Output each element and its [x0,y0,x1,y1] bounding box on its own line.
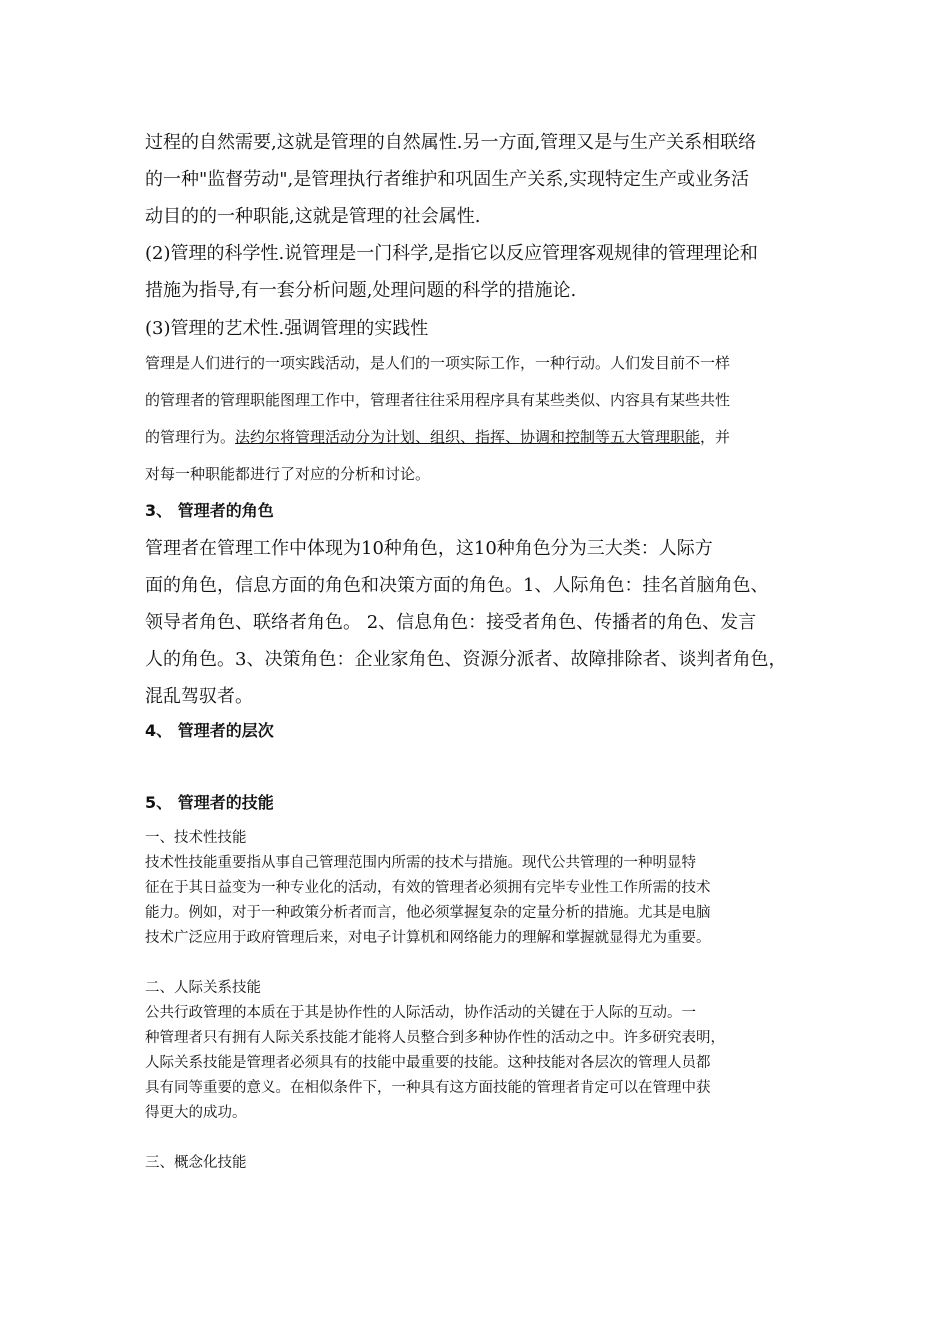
skill-2-line-1: 公共行政管理的本质在于其是协作性的人际活动，协作活动的关键在于人际的互动。一 [145,1005,696,1021]
roles-line-5: 混乱驾驭者。 [145,686,253,707]
skill-1-line-3: 能力。例如，对于一种政策分析者而言，他必须掌握复杂的定量分析的措施。尤其是电脑 [145,905,711,921]
practice-line-2: 的管理者的管理职能图理工作中，管理者往往采用程序具有某些类似、内容具有某些共性 [145,391,731,409]
practice-line-1: 管理是人们进行的一项实践活动，是人们的一项实际工作，一种行动。人们发目前不一样 [145,354,731,372]
practice-line-3-suffix: ，并 [700,428,731,446]
intro-line-3: 动目的的一种职能,这就是管理的社会属性. [145,206,481,227]
roles-line-3: 领导者角色、联络者角色。 2、信息角色：接受者角色、传播者的角色、发言 [145,612,757,633]
fayol-functions-underlined: 法约尔将管理活动分为计划、组织、指挥、协调和控制等五大管理职能 [235,428,701,446]
skill-1-line-2: 征在于其日益变为一种专业化的活动，有效的管理者必须拥有完毕专业性工作所需的技术 [145,880,711,896]
intro-line-6: (3)管理的艺术性.强调管理的实践性 [145,318,429,339]
skill-2-line-4: 具有同等重要的意义。在相似条件下，一种具有这方面技能的管理者肯定可以在管理中获 [145,1080,711,1096]
skill-1-line-4: 技术广泛应用于政府管理后来，对电子计算机和网络能力的理解和掌握就显得尤为重要。 [145,930,711,946]
practice-line-3-prefix: 的管理行为。 [145,428,236,446]
intro-line-4: (2)管理的科学性.说管理是一门科学,是指它以反应管理客观规律的管理理论和 [145,243,758,264]
roles-line-1: 管理者在管理工作中体现为10种角色，这10种角色分为三大类：人际方 [145,538,713,559]
intro-line-5: 措施为指导,有一套分析问题,处理问题的科学的措施论. [145,280,577,301]
roles-line-2: 面的角色，信息方面的角色和决策方面的角色。1、人际角色：挂名首脑角色、 [145,575,769,596]
skill-2-line-3: 人际关系技能是管理者必须具有的技能中最重要的技能。这种技能对各层次的管理人员都 [145,1055,711,1071]
skill-2-line-2: 种管理者只有拥有人际关系技能才能将人员整合到多种协作性的活动之中。许多研究表明， [145,1030,725,1046]
section-5-heading: 5、 管理者的技能 [145,793,274,812]
practice-line-4: 对每一种职能都进行了对应的分析和讨论。 [145,465,431,483]
section-4-heading: 4、 管理者的层次 [145,721,274,740]
skill-2-line-5: 得更大的成功。 [145,1105,247,1121]
skill-1-title: 一、技术性技能 [145,830,247,846]
skill-3-title: 三、概念化技能 [145,1155,247,1171]
section-3-heading: 3、 管理者的角色 [145,501,274,520]
skill-1-line-1: 技术性技能重要指从事自己管理范围内所需的技术与措施。现代公共管理的一种明显特 [145,855,696,871]
skill-2-title: 二、人际关系技能 [145,980,261,996]
intro-line-1: 过程的自然需要,这就是管理的自然属性.另一方面,管理又是与生产关系相联络 [145,132,757,153]
practice-line-3 [145,426,730,447]
intro-line-2: 的一种"监督劳动",是管理执行者维护和巩固生产关系,实现特定生产或业务活 [145,169,749,190]
roles-line-4: 人的角色。3、决策角色：企业家角色、资源分派者、故障排除者、谈判者角色， [145,649,787,670]
